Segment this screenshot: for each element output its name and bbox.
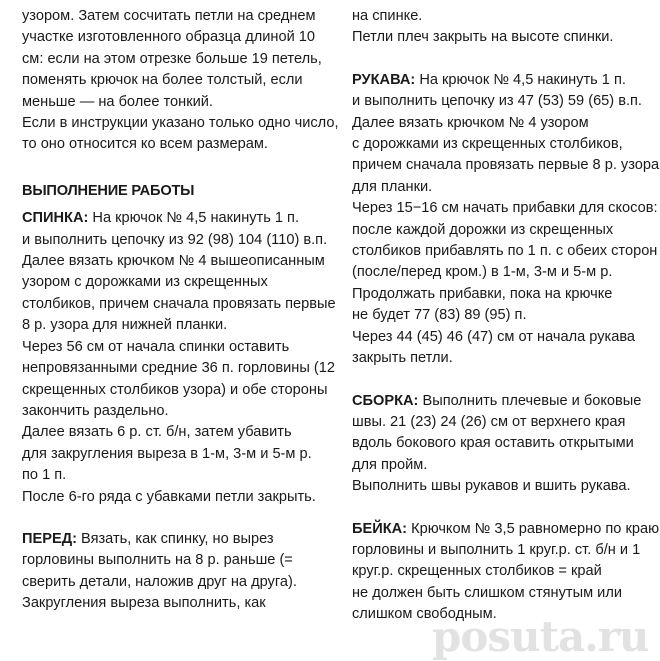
section-heading: ВЫПОЛНЕНИЕ РАБОТЫ — [22, 182, 195, 199]
text-line: столбиков, причем сначала провязать первые — [22, 295, 336, 312]
front-label: ПЕРЕД: — [22, 530, 77, 547]
text-line: по 1 п. — [22, 467, 67, 484]
text-line: непровязанными средние 36 п. горловины (12 — [22, 360, 335, 377]
back-section — [22, 208, 334, 508]
continuation-text — [352, 6, 652, 49]
text-line: Через 44 (45) 46 (47) см от начала рукава — [352, 328, 636, 345]
back-label: СПИНКА: — [22, 210, 89, 227]
text-line: на спинке. — [352, 8, 423, 24]
text-line: После 6-го ряда с убавками петли закрыть. — [22, 488, 316, 505]
text-line: (после/перед кром.) в 1-м, 3-м и 5-м р. — [352, 264, 613, 281]
text-line: Выполнить плечевые и боковые — [418, 392, 642, 409]
text-line: участке изготовленного образца длиной 10 — [22, 29, 316, 46]
text-line: узором с дорожками из скрещенных — [22, 274, 268, 291]
text-line: вдоль бокового края оставить открытыми — [352, 435, 634, 452]
text-line: Крючком № 3,5 равномерно по краю — [407, 520, 660, 537]
text-line: горловины и выполнить 1 круг.р. ст. б/н и 1 — [352, 541, 641, 558]
assembly-section — [352, 391, 652, 498]
sleeves-section — [352, 70, 660, 370]
binding-section — [352, 519, 660, 626]
front-section — [22, 529, 334, 615]
assembly-label: СБОРКА: — [352, 392, 419, 409]
text-line: закрыть петли. — [352, 350, 453, 367]
left-column — [22, 6, 339, 615]
text-line: см: если на этом отрезке больше 19 петель, — [22, 50, 322, 67]
text-line: столбиков прибавлять по 1 п. с обеих сторон — [352, 243, 658, 260]
text-line: Далее вязать крючком № 4 узором — [352, 114, 589, 131]
text-line: и выполнить цепочку из 47 (53) 59 (65) в.п. — [352, 93, 642, 110]
intro-text — [22, 6, 339, 156]
text-line: Далее вязать крючком № 4 вышеописанным — [22, 253, 325, 270]
text-line: Петли плеч закрыть на высоте спинки. — [352, 29, 614, 46]
text-line: меньше — на более тонкий. — [22, 93, 213, 110]
text-line: Выполнить швы рукавов и вшить рукава. — [352, 478, 631, 495]
watermark: posuta.ru — [432, 612, 649, 661]
text-line: круг.р. скрещенных столбиков = край — [352, 563, 602, 580]
text-line: после каждой дорожки из скрещенных — [352, 221, 614, 238]
right-column — [352, 6, 660, 626]
text-line: причем сначала провязать первые 8 р. узора — [352, 157, 660, 174]
text-line: швы. 21 (23) 24 (26) см от верхнего края — [352, 413, 626, 430]
text-line: сверить детали, наложив друг на друга). — [22, 573, 297, 590]
text-line: Через 15−16 см начать прибавки для скосов: — [352, 200, 658, 217]
text-line: с дорожками из скрещенных столбиков, — [352, 136, 623, 153]
text-line: Через 56 см от начала спинки оставить — [22, 338, 290, 355]
text-line: горловины выполнить на 8 р. раньше (= — [22, 552, 293, 569]
text-line: для пройм. — [352, 456, 428, 473]
text-line: для планки. — [352, 178, 433, 195]
text-line: то оно относится ко всем размерам. — [22, 136, 268, 153]
text-line: Вязать, как спинку, но вырез — [76, 530, 274, 547]
text-line: поменять крючок на более толстый, если — [22, 72, 303, 89]
text-line: Продолжать прибавки, пока на крючке — [352, 285, 613, 302]
text-line: Закругления выреза выполнить, как — [22, 595, 266, 612]
text-line: На крючок № 4,5 накинуть 1 п. — [415, 71, 626, 88]
text-line: Далее вязать 6 р. ст. б/н, затем убавить — [22, 424, 292, 441]
text-line: Если в инструкции указано только одно число, — [22, 115, 339, 132]
text-line: На крючок № 4,5 накинуть 1 п. — [88, 210, 300, 227]
binding-label: БЕЙКА: — [352, 520, 408, 537]
text-line: для закругления выреза в 1-м, 3-м и 5-м р. — [22, 445, 312, 462]
sleeves-label: РУКАВА: — [352, 71, 416, 88]
text-line: узором. Затем сосчитать петли на среднем — [22, 8, 316, 24]
text-line: слишком свободным. — [352, 606, 497, 623]
text-line: и выполнить цепочку из 92 (98) 104 (110) в.п. — [22, 231, 328, 248]
text-line: закончить раздельно. — [22, 402, 169, 419]
text-line: 8 р. узора для нижней планки. — [22, 317, 228, 334]
text-line: не будет 77 (83) 89 (95) п. — [352, 307, 527, 324]
text-line: не должен быть слишком стянутым или — [352, 584, 622, 601]
text-line: скрещенных столбиков узора) и обе стороны — [22, 381, 328, 398]
